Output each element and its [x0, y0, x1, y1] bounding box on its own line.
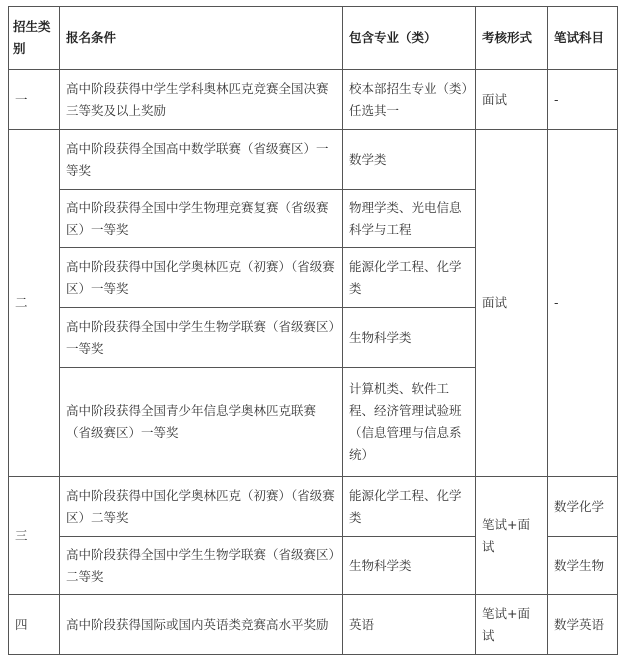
table-row	[9, 70, 618, 130]
header-assessment: 考核形式	[476, 7, 548, 70]
condition-cell: 高中阶段获得全国中学生生物学联赛（省级赛区）一等奖	[60, 308, 343, 368]
header-major: 包含专业（类）	[343, 7, 476, 70]
subjects-cell: 数学英语	[548, 595, 618, 655]
assessment-cell: 面试	[476, 130, 548, 477]
subjects-cell: 数学生物	[548, 537, 618, 595]
header-subjects: 笔试科目	[548, 7, 618, 70]
major-cell: 能源化学工程、化学类	[343, 477, 476, 537]
assessment-cell: 笔试+面试	[476, 477, 548, 595]
assessment-cell: 面试	[476, 70, 548, 130]
assessment-cell: 笔试+面试	[476, 595, 548, 655]
category-cell: 三	[9, 477, 60, 595]
major-cell: 能源化学工程、化学类	[343, 248, 476, 308]
major-cell: 物理学类、光电信息科学与工程	[343, 190, 476, 248]
category-cell: 四	[9, 595, 60, 655]
category-cell: 二	[9, 130, 60, 477]
category-cell: 一	[9, 70, 60, 130]
condition-cell: 高中阶段获得全国高中数学联赛（省级赛区）一等奖	[60, 130, 343, 190]
condition-cell: 高中阶段获得全国中学生物理竞赛复赛（省级赛区）一等奖	[60, 190, 343, 248]
header-condition: 报名条件	[60, 7, 343, 70]
major-cell: 英语	[343, 595, 476, 655]
subjects-cell: 数学化学	[548, 477, 618, 537]
major-cell: 生物科学类	[343, 537, 476, 595]
subjects-cell: -	[548, 130, 618, 477]
major-cell: 数学类	[343, 130, 476, 190]
condition-cell: 高中阶段获得中国化学奥林匹克（初赛）（省级赛区）二等奖	[60, 477, 343, 537]
table-row	[9, 130, 618, 190]
condition-cell: 高中阶段获得国际或国内英语类竞赛高水平奖励	[60, 595, 343, 655]
subjects-cell: -	[548, 70, 618, 130]
header-row	[9, 7, 618, 70]
condition-cell: 高中阶段获得全国中学生生物学联赛（省级赛区）二等奖	[60, 537, 343, 595]
condition-cell: 高中阶段获得全国青少年信息学奥林匹克联赛（省级赛区）一等奖	[60, 368, 343, 477]
header-category: 招生类别	[9, 7, 60, 70]
condition-cell: 高中阶段获得中学生学科奥林匹克竞赛全国决赛三等奖及以上奖励	[60, 70, 343, 130]
condition-cell: 高中阶段获得中国化学奥林匹克（初赛）（省级赛区）一等奖	[60, 248, 343, 308]
major-cell: 计算机类、软件工程、经济管理试验班（信息管理与信息系统）	[343, 368, 476, 477]
table-row	[9, 477, 618, 537]
major-cell: 生物科学类	[343, 308, 476, 368]
table-row	[9, 595, 618, 655]
admission-table	[8, 6, 618, 655]
major-cell: 校本部招生专业（类）任选其一	[343, 70, 476, 130]
